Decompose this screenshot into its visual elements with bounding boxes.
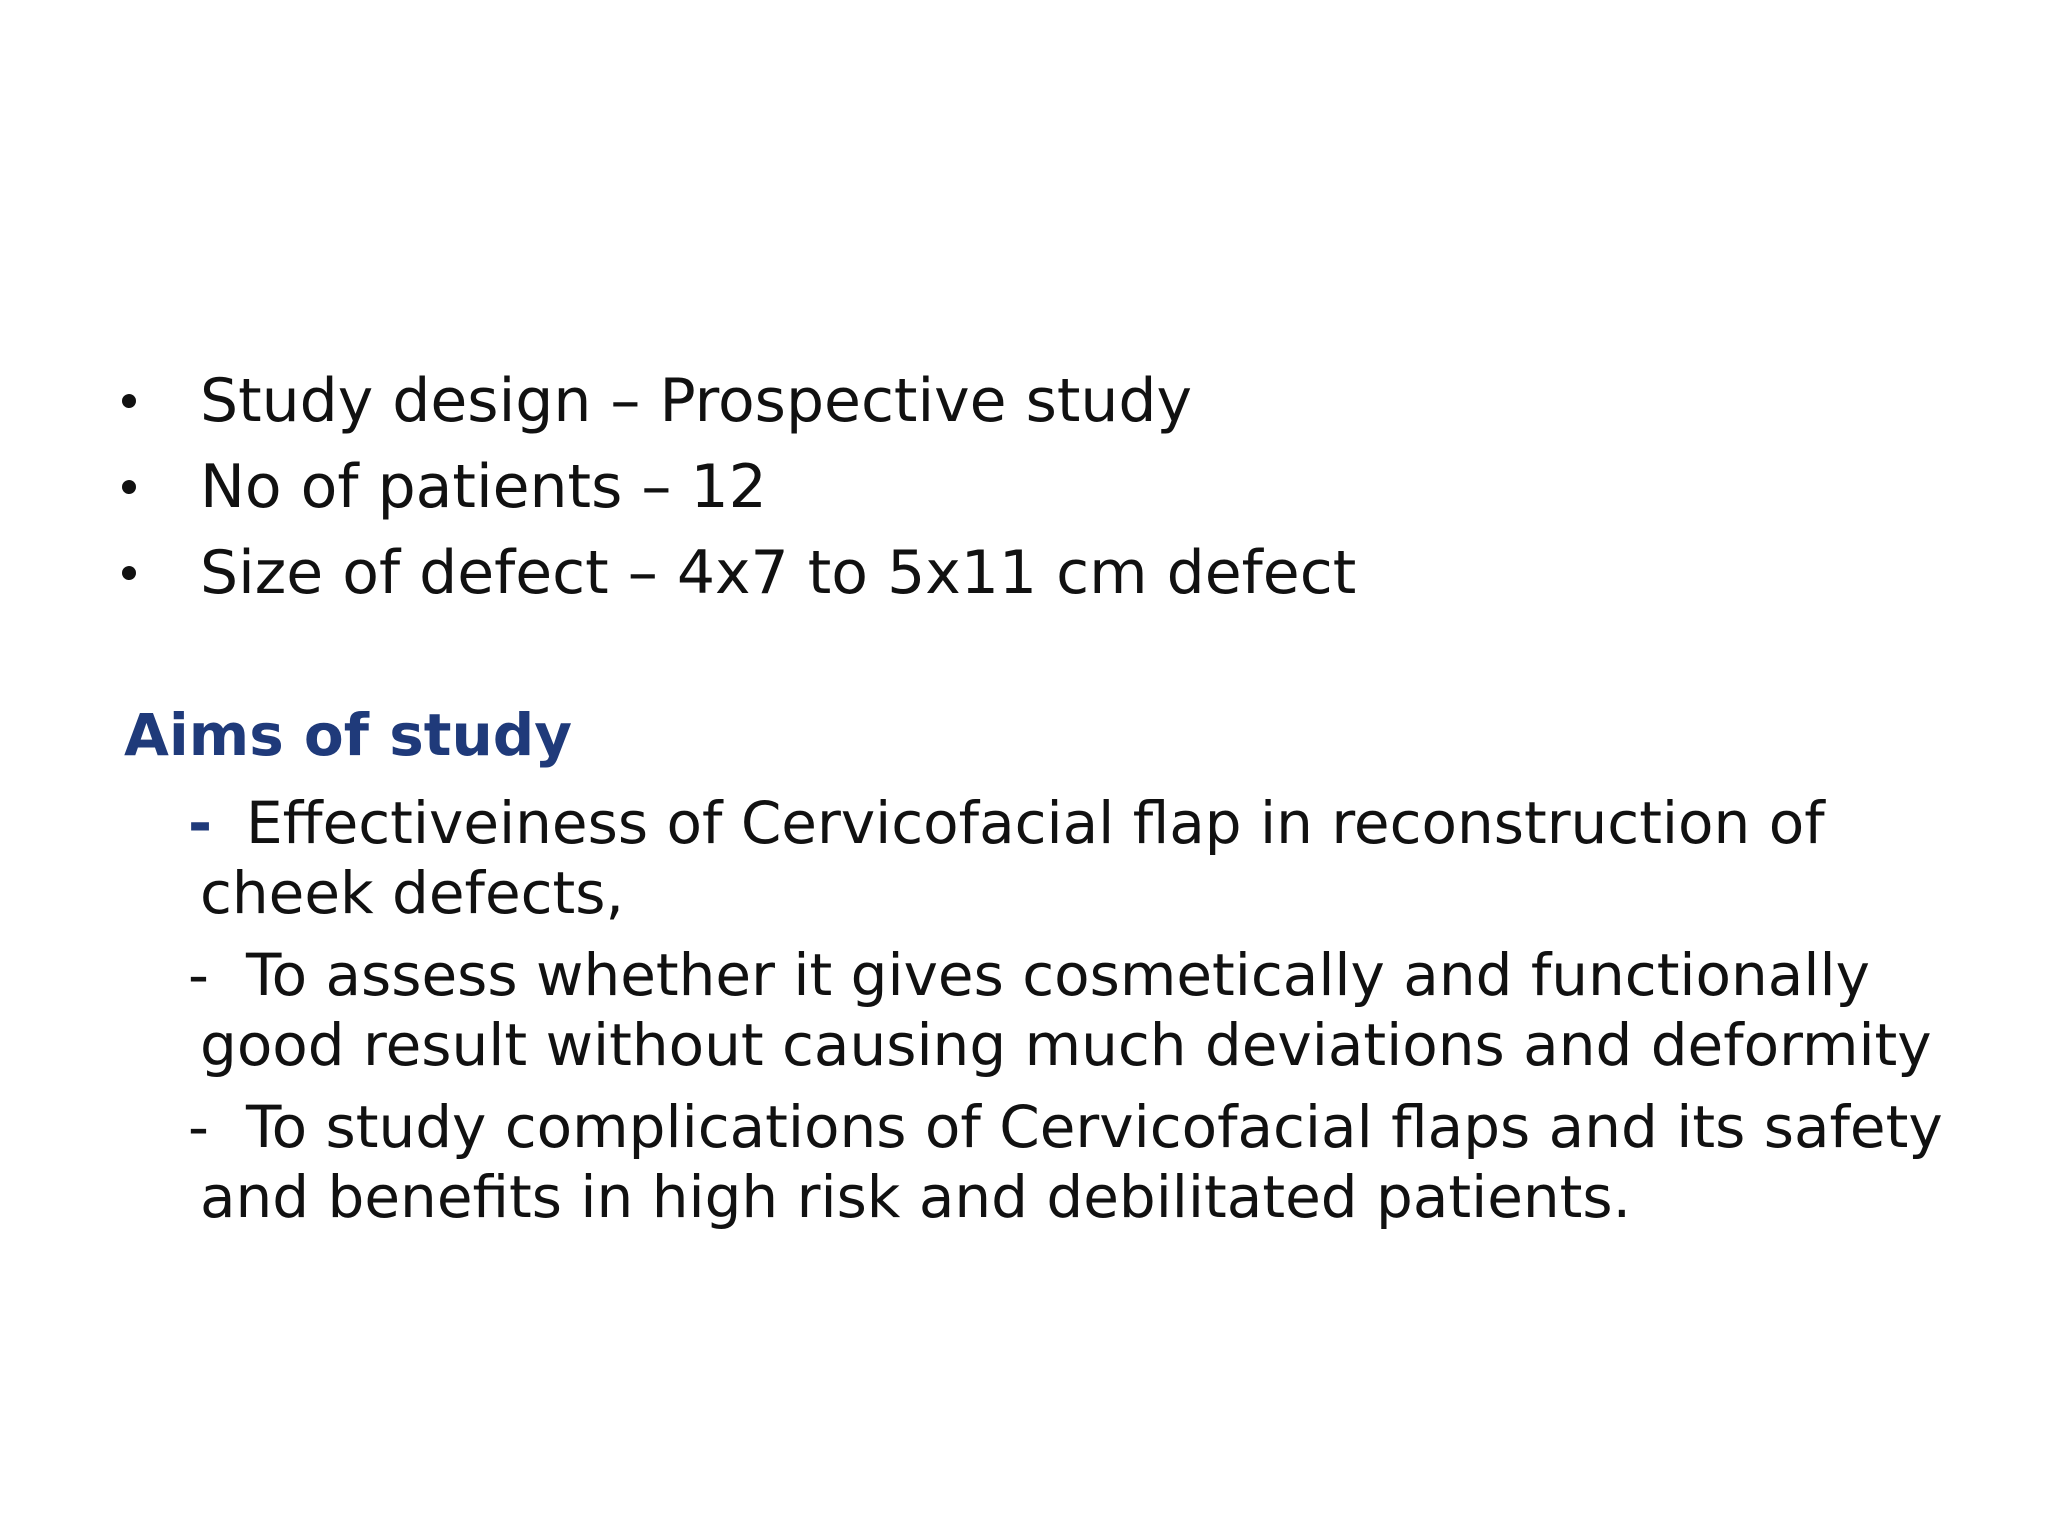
bullet-icon [122, 566, 136, 580]
bullet-icon [122, 394, 136, 408]
dash-marker: - [188, 941, 209, 1009]
aim-text-continuation: good result without causing much deviations and deformity [200, 1011, 1932, 1079]
aims-list [188, 788, 1988, 1244]
list-item [122, 358, 1356, 444]
defect-size-text: Size of defect – 4x7 to 5x11 cm defect [200, 538, 1357, 608]
aim-item [188, 788, 1988, 928]
dash-marker: - [188, 789, 213, 857]
aims-heading: Aims of study [124, 701, 573, 769]
study-details-list [122, 358, 1356, 616]
aim-text-line: To study complications of Cervicofacial flaps and its safety [246, 1093, 1943, 1161]
list-item [122, 444, 1356, 530]
aim-text-line: To assess whether it gives cosmetically and functionally [246, 941, 1870, 1009]
aim-item [188, 1092, 1988, 1232]
aim-text-continuation: and benefits in high risk and debilitated patients. [200, 1163, 1632, 1231]
aim-text-line: Effectiveiness of Cervicofacial flap in reconstruction of [246, 789, 1825, 857]
bullet-icon [122, 480, 136, 494]
list-item [122, 530, 1356, 616]
dash-marker: - [188, 1093, 209, 1161]
aim-text-continuation: cheek defects, [200, 859, 624, 927]
patient-count-text: No of patients – 12 [200, 452, 767, 522]
study-design-text: Study design – Prospective study [200, 366, 1193, 436]
aim-item [188, 940, 1988, 1080]
